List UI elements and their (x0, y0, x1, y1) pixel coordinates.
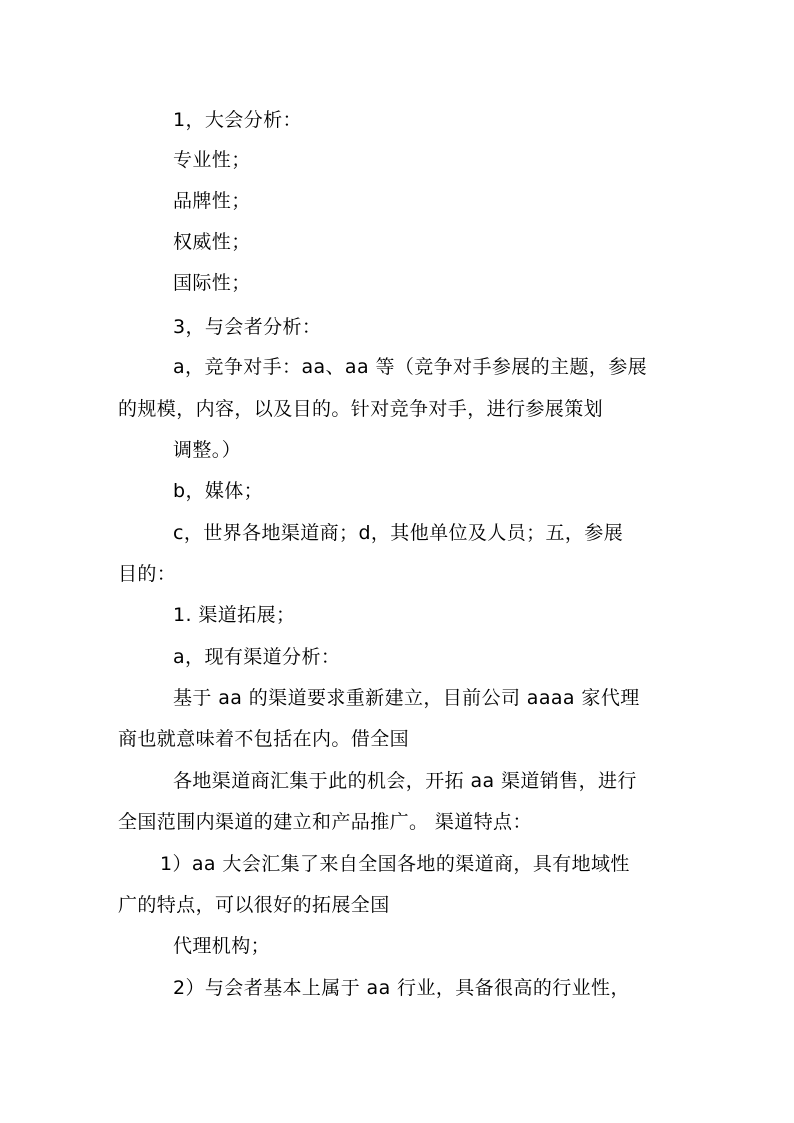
paragraph-line: 代理机构； (173, 935, 271, 957)
paragraph-line: 全国范围内渠道的建立和产品推广。 渠道特点： (118, 811, 532, 833)
paragraph-line: 的规模，内容，以及目的。针对竞争对手，进行参展策划 (118, 398, 604, 420)
paragraph-line: 广的特点，可以很好的拓展全国 (118, 894, 390, 916)
paragraph-line: 1）aa 大会汇集了来自全国各地的渠道商，具有地域性 (160, 853, 630, 875)
paragraph-line: 基于 aa 的渠道要求重新建立，目前公司 aaaa 家代理 (173, 687, 640, 709)
list-item: 专业性； (173, 149, 251, 171)
paragraph-line: 各地渠道商汇集于此的机会，开拓 aa 渠道销售，进行 (173, 770, 637, 792)
section-heading-channel-expansion: 1. 渠道拓展； (173, 604, 296, 626)
paragraph-line: c，世界各地渠道商；d，其他单位及人员；五，参展 (173, 522, 624, 544)
section-heading-conference-analysis: 1，大会分析： (173, 109, 302, 131)
paragraph-line: a，竞争对手：aa、aa 等（竞争对手参展的主题，参展 (173, 356, 648, 378)
list-item: b，媒体； (173, 480, 264, 502)
list-item: 品牌性； (173, 190, 251, 212)
paragraph-line: 调整。） (173, 439, 242, 461)
list-item: a，现有渠道分析： (173, 646, 341, 668)
list-item: 国际性； (173, 272, 251, 294)
list-item: 权威性； (173, 231, 251, 253)
paragraph-line: 2）与会者基本上属于 aa 行业，具备很高的行业性， (173, 977, 630, 999)
paragraph-line: 目的： (118, 563, 177, 585)
section-heading-attendee-analysis: 3，与会者分析： (173, 316, 322, 338)
paragraph-line: 商也就意味着不包括在内。借全国 (118, 728, 410, 750)
